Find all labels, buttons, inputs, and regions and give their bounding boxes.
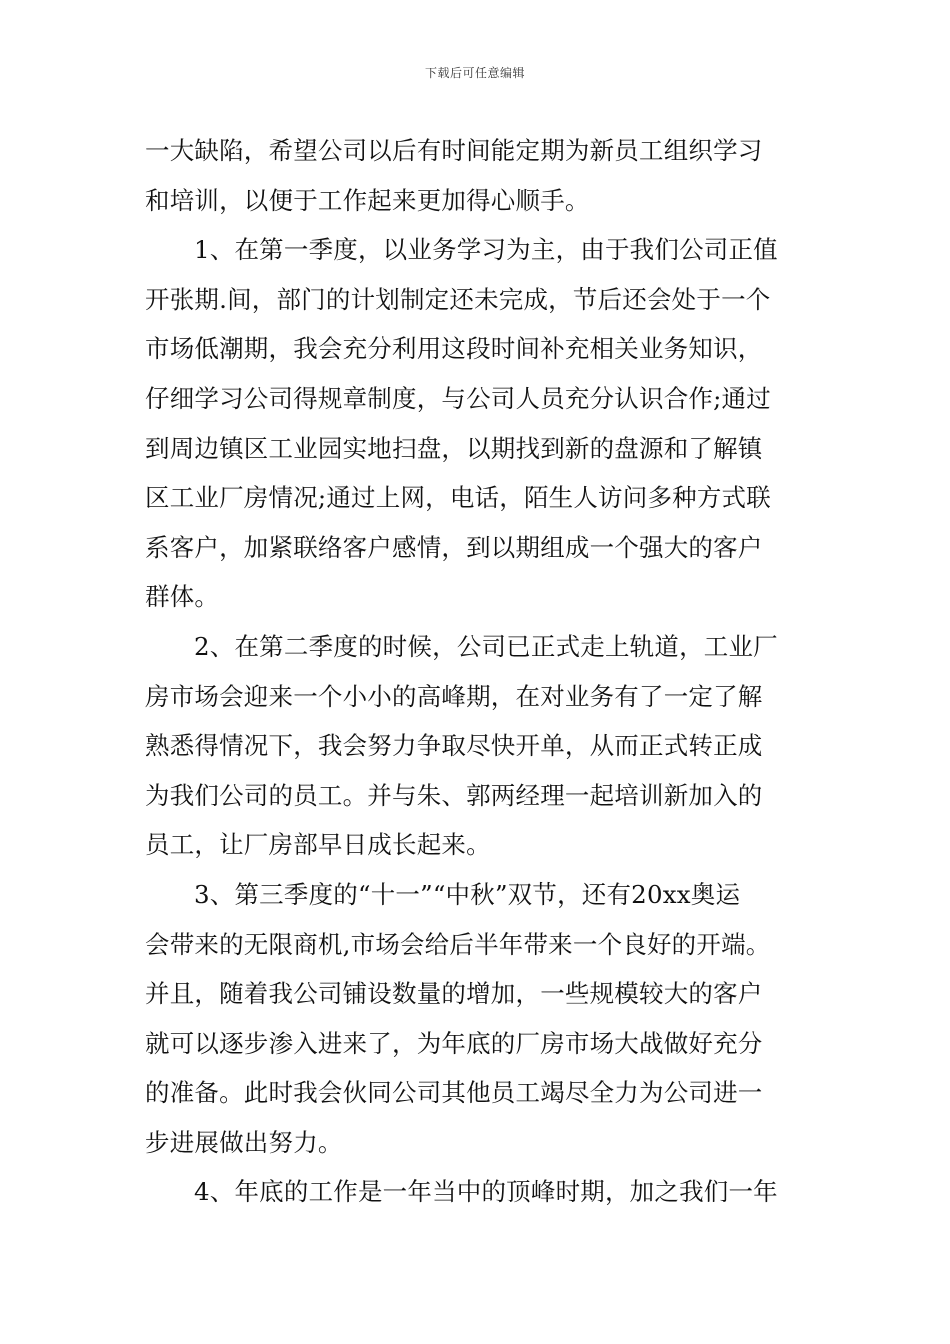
- text-line: 并且，随着我公司铺设数量的增加，一些规模较大的客户: [145, 979, 763, 1009]
- text-line: 一大缺陷，希望公司以后有时间能定期为新员工组织学习: [145, 136, 763, 165]
- text-line: 会带来的无限商机,市场会给后半年带来一个良好的开端。: [145, 929, 771, 959]
- text-line: 熟悉得情况下，我会努力争取尽快开单，从而正式转正成: [145, 731, 763, 761]
- text-line: 就可以逐步渗入进来了，为年底的厂房市场大战做好充分: [145, 1028, 763, 1058]
- document-body: [145, 126, 810, 1217]
- text-line: 开张期.间，部门的计划制定还未完成，节后还会处于一个: [145, 284, 771, 314]
- page-header: 下载后可任意编辑: [424, 66, 525, 80]
- text-line: 群体。: [145, 582, 220, 612]
- text-line: 系客户，加紧联络客户感情，到以期组成一个强大的客户: [145, 532, 763, 562]
- text-line: 房市场会迎来一个小小的高峰期，在对业务有了一定了解: [145, 681, 763, 711]
- paragraph-start-line: 1、在第一季度，以业务学习为主，由于我们公司正值: [194, 235, 778, 265]
- paragraph-start-line: 3、第三季度的“十一”“中秋”双节，还有20xx奥运: [194, 879, 741, 909]
- text-line: 的准备。此时我会伙同公司其他员工竭尽全力为公司进一: [145, 1078, 763, 1108]
- paragraph-start-line: 2、在第二季度的时候，公司已正式走上轨道，工业厂: [194, 631, 778, 661]
- paragraph-start-line: 4、年底的工作是一年当中的顶峰时期，加之我们一年: [194, 1177, 778, 1207]
- text-line: 和培训，以便于工作起来更加得心顺手。: [145, 185, 590, 215]
- text-line: 到周边镇区工业园实地扫盘，以期找到新的盘源和了解镇: [145, 433, 763, 463]
- text-line: 区工业厂房情况;通过上网，电话，陌生人访问多种方式联: [145, 483, 771, 513]
- text-line: 市场低潮期，我会充分利用这段时间补充相关业务知识，: [145, 334, 763, 364]
- text-line: 员工，让厂房部早日成长起来。: [145, 830, 491, 860]
- text-line: 仔细学习公司得规章制度，与公司人员充分认识合作;通过: [145, 383, 771, 413]
- text-line: 为我们公司的员工。并与朱、郭两经理一起培训新加入的: [145, 780, 763, 810]
- text-line: 步进展做出努力。: [145, 1127, 343, 1157]
